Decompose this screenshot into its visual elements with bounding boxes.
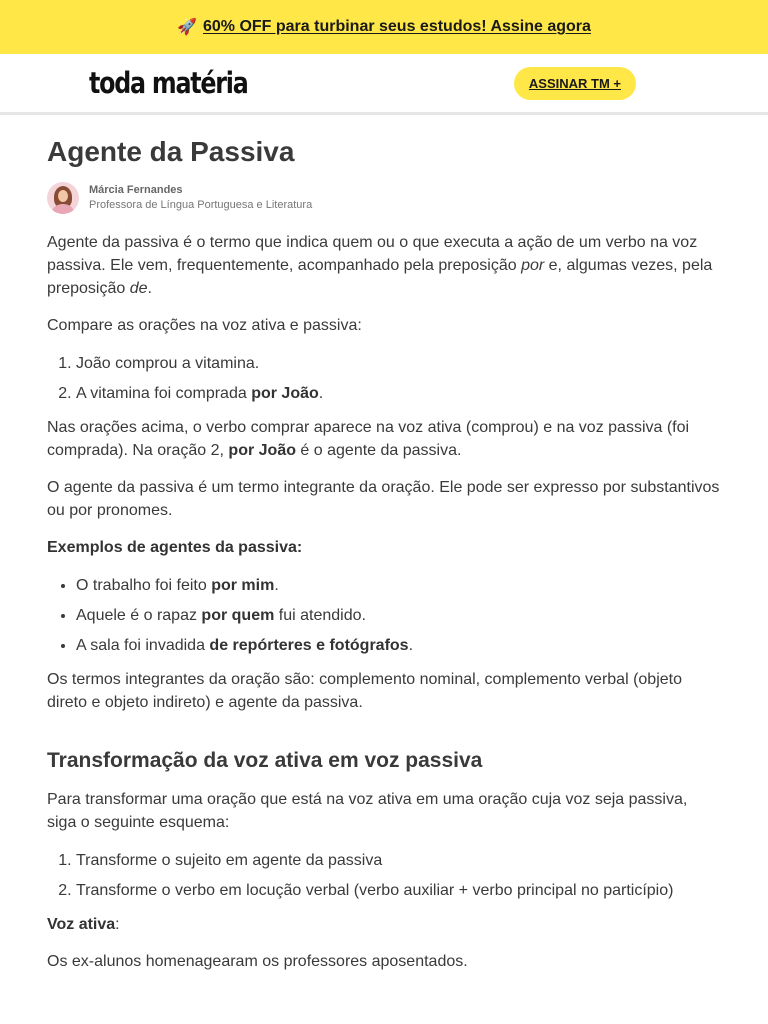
author-name[interactable]: Márcia Fernandes <box>89 184 183 196</box>
examples-heading: Exemplos de agentes da passiva: <box>47 539 303 556</box>
example-sentence: Os ex-alunos homenagearam os professores aposentados. <box>47 953 468 970</box>
list-item: 1. Transforme o sujeito em agente da passiva <box>76 849 721 872</box>
ordered-list-examples <box>47 352 721 405</box>
paragraph-integrante: O agente da passiva é um termo integrante da oração. Ele pode ser expresso por substantivos ou por pronomes. <box>47 479 720 519</box>
page-title: Agente da Passiva <box>47 136 295 167</box>
paragraph-explanation: Nas orações acima, o verbo comprar aparece na voz ativa (comprou) e na voz passiva (foi comprada). Na oração 2, por João é o agente da passiva. <box>47 419 690 459</box>
list-item: 1. João comprou a vitamina. <box>76 352 721 375</box>
list-item: • O trabalho foi feito por mim. <box>76 574 721 597</box>
article <box>0 135 768 973</box>
voz-ativa-label: Voz ativa: <box>47 916 120 933</box>
site-logo[interactable]: toda matéria <box>89 66 248 100</box>
section-heading: Transformação da voz ativa em voz passiva <box>47 749 483 772</box>
site-header <box>0 54 768 115</box>
author-block <box>47 182 721 214</box>
promo-link[interactable]: 60% OFF para turbinar seus estudos! Assine agora <box>202 18 591 35</box>
avatar[interactable] <box>47 182 79 214</box>
paragraph-compare: Compare as orações na voz ativa e passiva: <box>47 317 362 334</box>
subscribe-button[interactable]: ASSINAR TM + <box>514 67 636 100</box>
paragraph-termos: Os termos integrantes da oração são: complemento nominal, complemento verbal (objeto direto e objeto indireto) e agente da passiva. <box>47 671 682 711</box>
list-item: • Aquele é o rapaz por quem fui atendido. <box>76 604 721 627</box>
paragraph-transform: Para transformar uma oração que está na voz ativa em uma oração cuja voz seja passiva, siga o seguinte esquema: <box>47 791 688 831</box>
list-item: • A sala foi invadida de repórteres e fotógrafos. <box>76 634 721 657</box>
list-item: 2. A vitamina foi comprada por João. <box>76 382 721 405</box>
promo-banner[interactable] <box>0 0 768 54</box>
author-role: Professora de Língua Portuguesa e Literatura <box>89 199 313 211</box>
paragraph-definition: Agente da passiva é o termo que indica quem ou o que executa a ação de um verbo na voz passiva. Ele vem, frequentemente, acompanhado pela preposição por e, algumas vezes, pela preposição de. <box>47 234 713 297</box>
ordered-list-steps <box>47 849 721 902</box>
unordered-list-examples <box>47 574 721 657</box>
list-item: 2. Transforme o verbo em locução verbal (verbo auxiliar + verbo principal no particípio) <box>76 879 721 902</box>
rocket-icon: 🚀 <box>177 19 197 36</box>
